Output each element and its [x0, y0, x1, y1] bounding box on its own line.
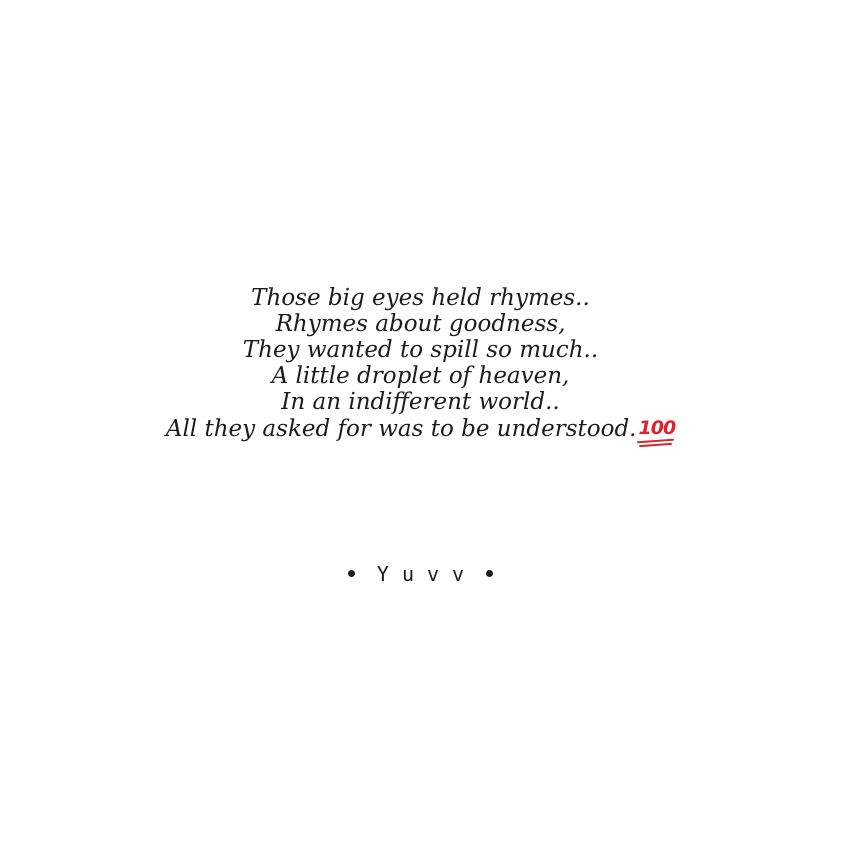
- poem-line-5: In an indifferent world..: [281, 389, 560, 415]
- signature-name: Yuvv: [376, 562, 478, 586]
- poem-line-1: Those big eyes held rhymes..: [251, 285, 590, 311]
- poem-line-4: A little droplet of heaven,: [271, 363, 570, 389]
- hundred-underline-bottom: [638, 443, 671, 447]
- hundred-points-label: 100: [638, 417, 676, 439]
- poem-block: [0, 285, 841, 443]
- poem-line-2: Rhymes about goodness,: [275, 311, 566, 337]
- poem-line-3: They wanted to spill so much..: [242, 337, 599, 363]
- hundred-points-icon: [639, 415, 676, 443]
- poem-line-6-wrapper: [0, 415, 841, 443]
- bullet-dot-left-icon: [348, 570, 355, 577]
- poem-line-6: All they asked for was to be understood.: [165, 416, 637, 442]
- bullet-dot-right-icon: [486, 570, 493, 577]
- signature: [0, 562, 841, 586]
